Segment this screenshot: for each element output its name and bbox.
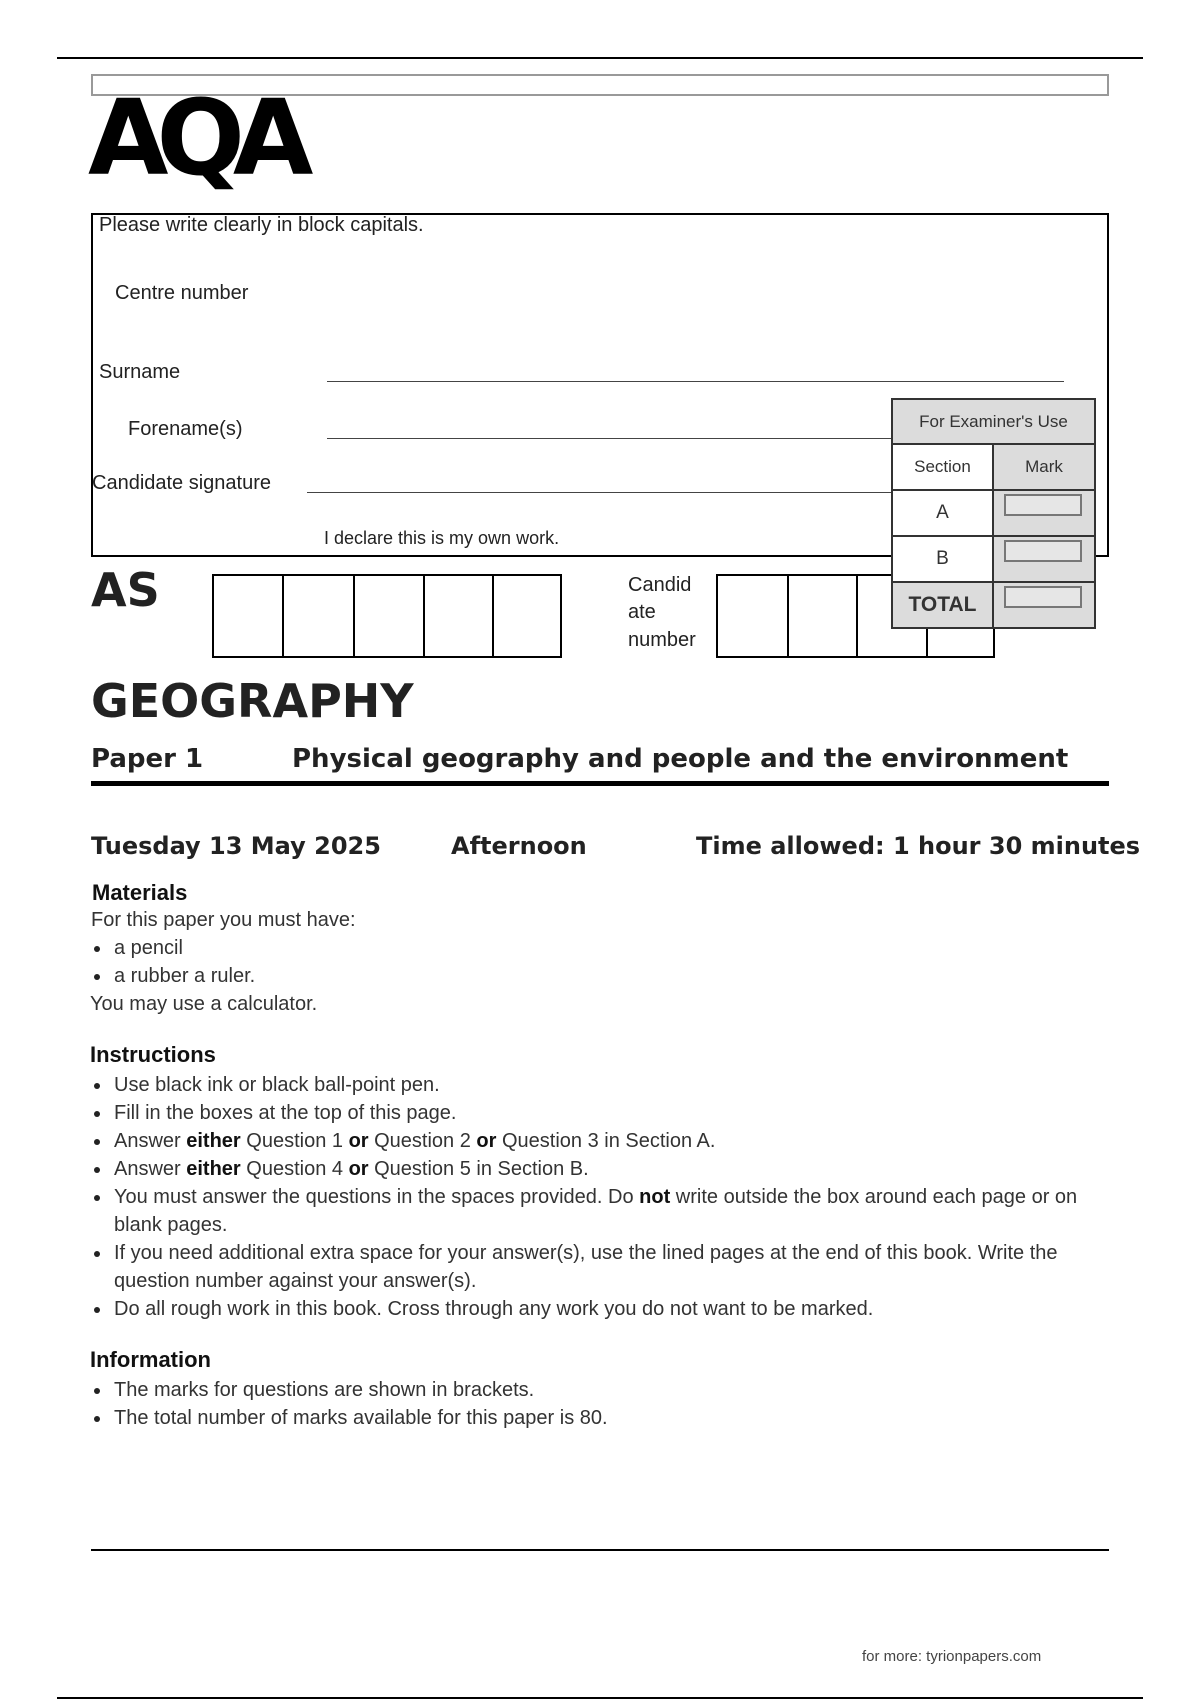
forenames-label: Forename(s) bbox=[128, 418, 243, 440]
centre-number-boxes[interactable] bbox=[212, 574, 562, 658]
examiner-total-label: TOTAL bbox=[891, 581, 994, 629]
bottom-rule bbox=[91, 1549, 1109, 1551]
list-item: Do all rough work in this book. Cross through any work you do not want to be marked. bbox=[91, 1295, 1091, 1323]
materials-outro: You may use a calculator. bbox=[90, 993, 318, 1015]
list-item: Fill in the boxes at the top of this page. bbox=[91, 1099, 1091, 1127]
examiner-row-b-label: B bbox=[891, 535, 994, 583]
surname-field[interactable] bbox=[327, 381, 1064, 382]
examiner-mark-header: Mark bbox=[992, 443, 1096, 491]
paper-title: Physical geography and people and the environment bbox=[292, 744, 1069, 774]
examiner-row-b-mark bbox=[992, 535, 1096, 583]
paper-number: Paper 1 bbox=[91, 744, 204, 774]
surname-label: Surname bbox=[99, 361, 181, 383]
list-item: You must answer the questions in the spaces provided. Do not write outside the box around each page or on blank pages. bbox=[91, 1183, 1091, 1239]
information-heading: Information bbox=[90, 1347, 211, 1372]
instructions-heading: Instructions bbox=[90, 1042, 216, 1067]
examiner-total-mark bbox=[992, 581, 1096, 629]
list-item: a rubber a ruler. bbox=[91, 962, 255, 990]
page-bottom-rule bbox=[57, 1697, 1143, 1699]
list-item: Answer either Question 4 or Question 5 in Section B. bbox=[91, 1155, 1091, 1183]
list-item: a pencil bbox=[91, 934, 255, 962]
examiner-section-header: Section bbox=[891, 443, 994, 491]
declaration-text: I declare this is my own work. bbox=[324, 528, 560, 548]
materials-list bbox=[91, 934, 255, 990]
candidate-number-label-2: ate bbox=[628, 601, 656, 623]
list-item: If you need additional extra space for your answer(s), use the lined pages at the end of this book. Write the question number against your answer(s). bbox=[91, 1239, 1091, 1295]
exam-date: Tuesday 13 May 2025 bbox=[91, 832, 381, 860]
block-capitals-note: Please write clearly in block capitals. bbox=[99, 214, 424, 236]
signature-label: Candidate signature bbox=[92, 472, 272, 494]
title-rule bbox=[91, 781, 1109, 786]
top-rule bbox=[57, 57, 1143, 59]
candidate-number-label-1: Candid bbox=[628, 574, 692, 596]
list-item: The total number of marks available for this paper is 80. bbox=[91, 1404, 608, 1432]
list-item: Use black ink or black ball-point pen. bbox=[91, 1071, 1091, 1099]
examiner-use-title: For Examiner's Use bbox=[891, 398, 1096, 445]
qualification-level: AS bbox=[91, 563, 160, 617]
centre-number-label: Centre number bbox=[115, 282, 249, 304]
materials-intro: For this paper you must have: bbox=[91, 909, 356, 931]
candidate-number-label-3: number bbox=[628, 629, 696, 651]
aqa-logo: AQA bbox=[88, 77, 302, 199]
materials-heading: Materials bbox=[92, 880, 188, 905]
list-item: The marks for questions are shown in brackets. bbox=[91, 1376, 608, 1404]
examiner-row-a-mark bbox=[992, 489, 1096, 537]
exam-session: Afternoon bbox=[451, 832, 587, 860]
subject-title: GEOGRAPHY bbox=[91, 674, 414, 728]
time-allowed: Time allowed: 1 hour 30 minutes bbox=[696, 832, 1141, 860]
list-item: Answer either Question 1 or Question 2 or Question 3 in Section A. bbox=[91, 1127, 1091, 1155]
instructions-list bbox=[91, 1071, 1091, 1323]
information-list bbox=[91, 1376, 608, 1432]
footer-source: for more: tyrionpapers.com bbox=[862, 1648, 1042, 1665]
examiner-row-a-label: A bbox=[891, 489, 994, 537]
